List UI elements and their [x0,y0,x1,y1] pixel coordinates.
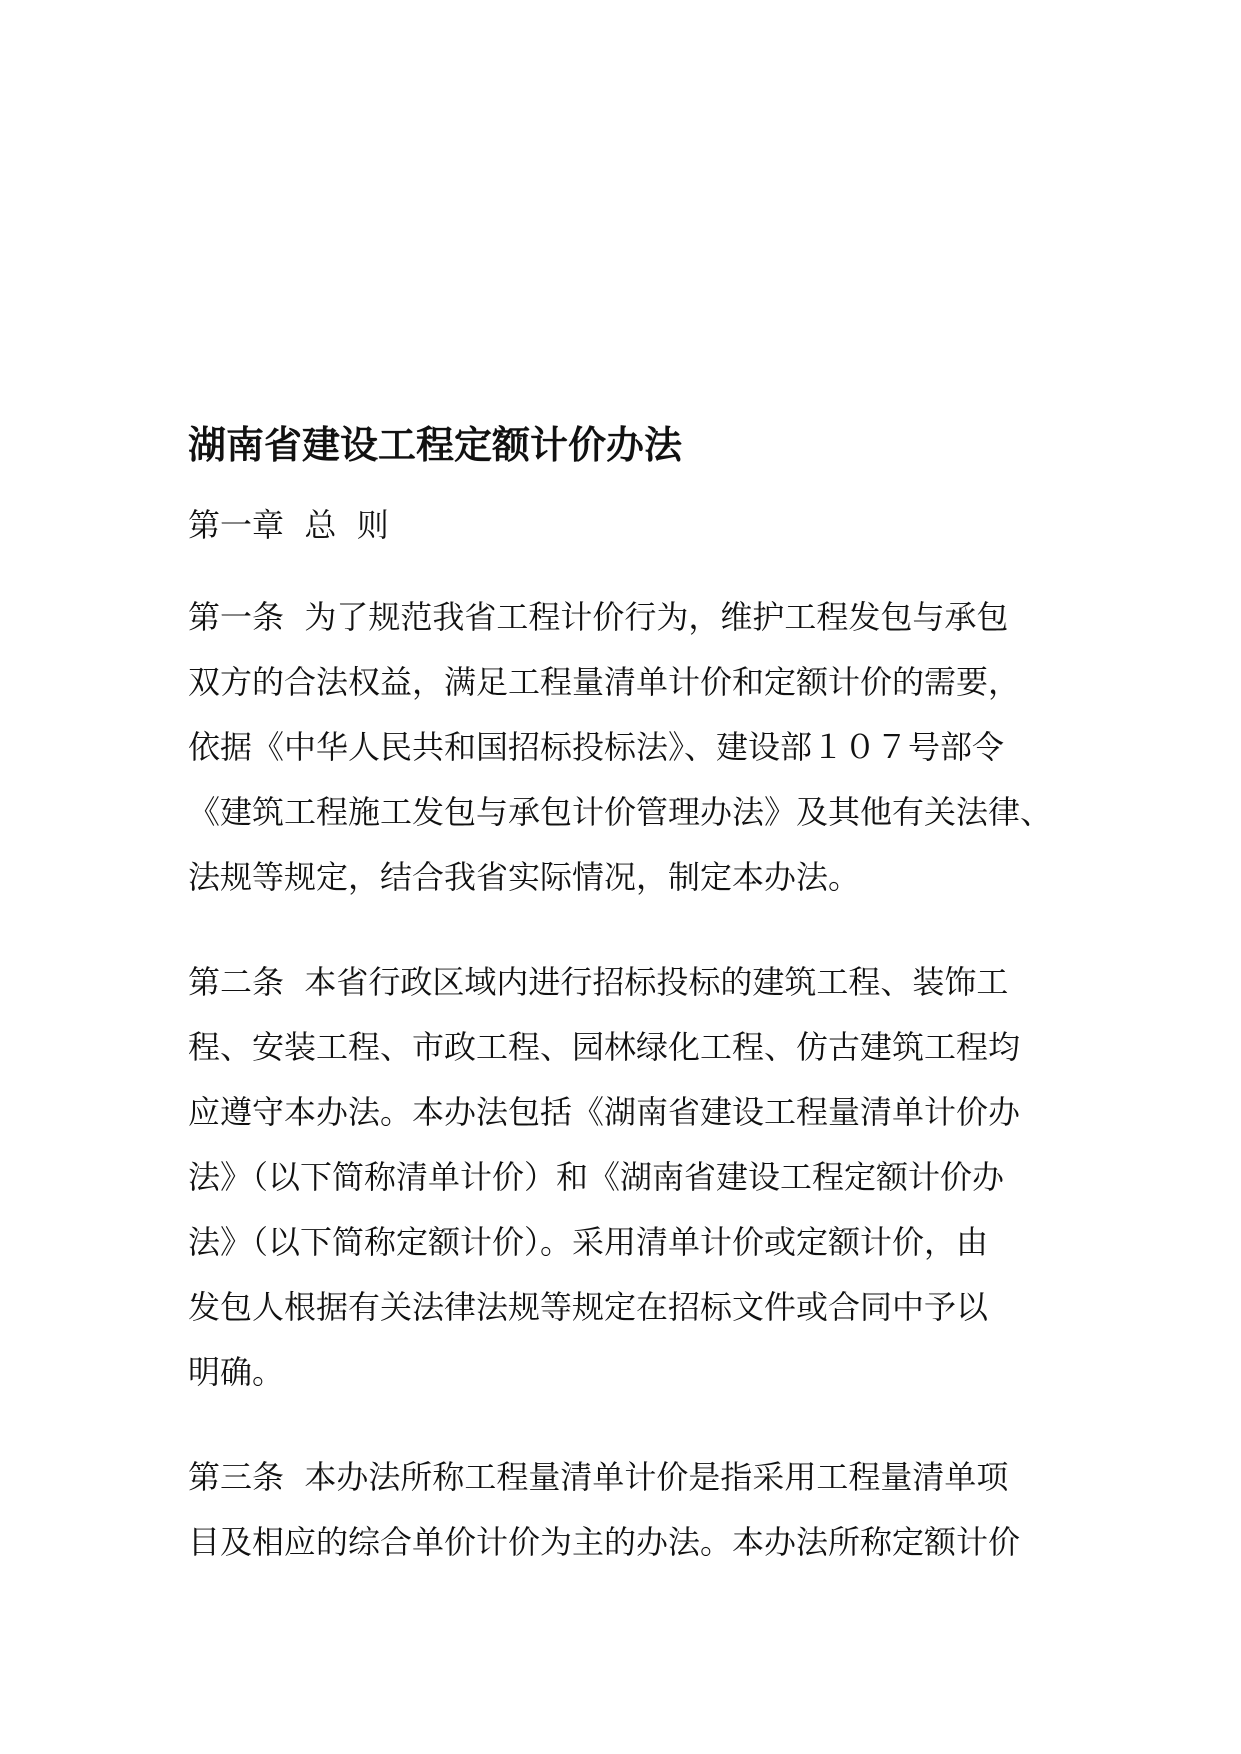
article-line: 法》（以下简称清单计价）和《湖南省建设工程定额计价办 [188,1158,1005,1196]
article-line: 依据《中华人民共和国招标投标法》、建设部１０７号部令 [188,728,1005,766]
article-line: 第三条 本办法所称工程量清单计价是指采用工程量清单项 [188,1458,1009,1496]
document-body [188,415,1068,1575]
article-1 [188,585,1068,910]
article-line: 第二条 本省行政区域内进行招标投标的建筑工程、装饰工 [188,963,1009,1001]
article-line: 目及相应的综合单价计价为主的办法。本办法所称定额计价 [188,1523,1021,1561]
document-title: 湖南省建设工程定额计价办法 [188,422,683,467]
article-3 [188,1445,1068,1575]
article-2 [188,950,1068,1405]
article-line: 双方的合法权益，满足工程量清单计价和定额计价的需要， [188,663,1021,701]
chapter-heading: 第一章 总 则 [188,506,389,544]
article-line: 明确。 [188,1353,285,1391]
article-line: 《建筑工程施工发包与承包计价管理办法》及其他有关法律、 [188,793,1053,831]
article-line: 应遵守本办法。本办法包括《湖南省建设工程量清单计价办 [188,1093,1021,1131]
article-line: 法规等规定，结合我省实际情况，制定本办法。 [188,858,861,896]
article-line: 发包人根据有关法律法规等规定在招标文件或合同中予以 [188,1288,989,1326]
article-line: 法》（以下简称定额计价）。采用清单计价或定额计价，由 [188,1223,989,1261]
article-line: 第一条 为了规范我省工程计价行为，维护工程发包与承包 [188,598,1009,636]
article-line: 程、安装工程、市政工程、园林绿化工程、仿古建筑工程均 [188,1028,1021,1066]
